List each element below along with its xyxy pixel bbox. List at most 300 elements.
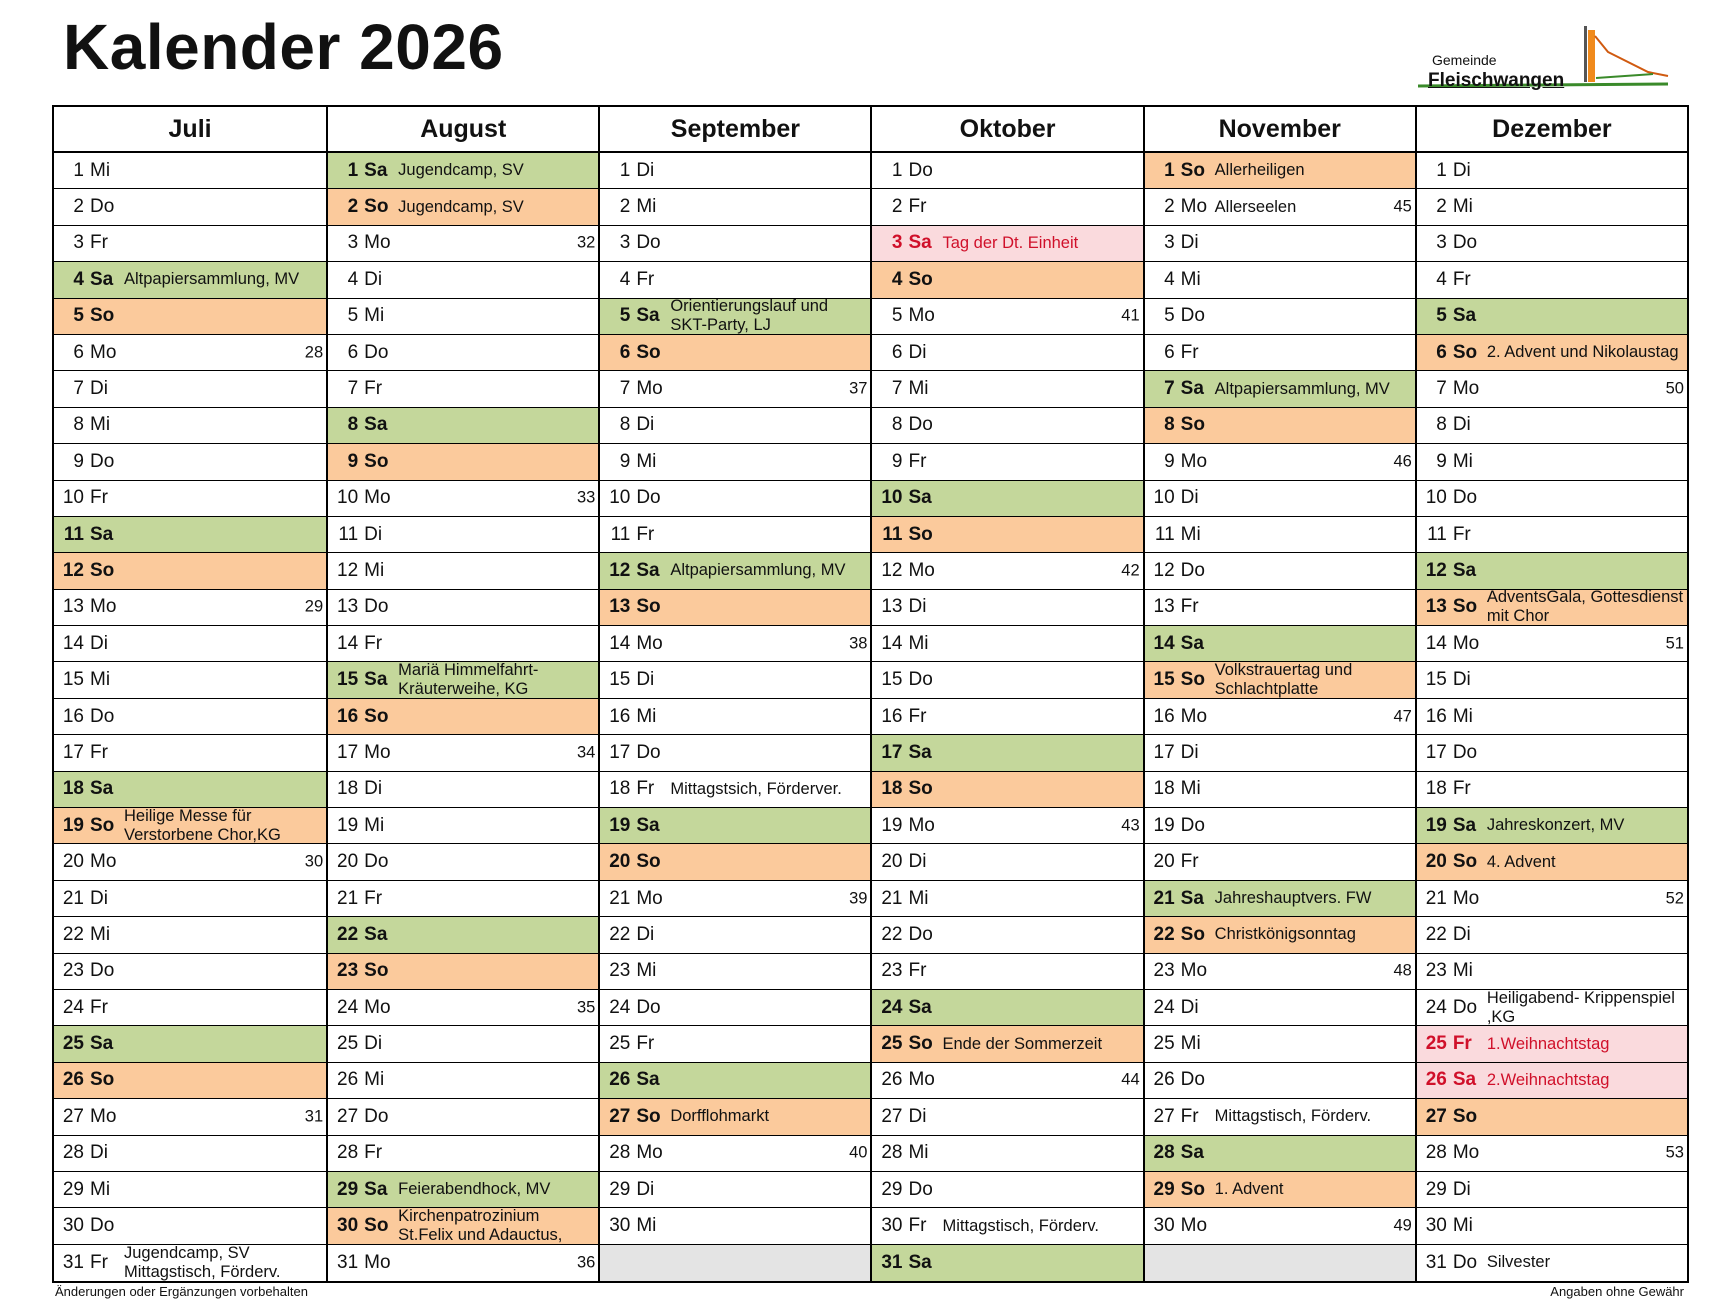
weekday: Mi — [636, 450, 657, 472]
day-row — [1145, 844, 1415, 880]
day-row — [54, 917, 326, 953]
weekday: So — [1452, 341, 1478, 363]
day-number: 22 — [337, 923, 359, 945]
day-row — [600, 408, 870, 444]
event-text: Orientierungslauf und SKT-Party, LJ — [670, 298, 829, 335]
day-number: 30 — [62, 1215, 84, 1237]
day-row — [600, 553, 870, 589]
day-row — [328, 299, 598, 335]
day-row — [1417, 1245, 1687, 1281]
weekday: Sa — [636, 814, 660, 836]
day-number: 9 — [1164, 450, 1175, 472]
day-row — [54, 808, 326, 844]
day-row — [54, 299, 326, 335]
weekday: Sa — [90, 1033, 114, 1055]
weekday: Di — [636, 923, 655, 945]
weekday: Di — [1452, 414, 1471, 436]
weekday: Mo — [364, 232, 391, 254]
day-number: 15 — [337, 669, 359, 691]
month-header: November — [1145, 107, 1415, 153]
day-row — [1417, 371, 1687, 407]
day-row — [872, 844, 1142, 880]
day-row — [1417, 444, 1687, 480]
month-column — [598, 107, 870, 1281]
event-text: Altpapiersammlung, MV — [124, 270, 300, 289]
day-number: 24 — [609, 996, 631, 1018]
weekday: Do — [636, 487, 661, 509]
day-number: 13 — [337, 596, 359, 618]
day-row — [54, 662, 326, 698]
day-row — [1145, 662, 1415, 698]
page-title: Kalender 2026 — [63, 11, 504, 83]
day-number: 10 — [62, 487, 84, 509]
day-number: 26 — [881, 1069, 903, 1091]
day-number: 27 — [881, 1105, 903, 1127]
day-row — [328, 772, 598, 808]
weekday: Mo — [90, 596, 117, 618]
day-row — [54, 408, 326, 444]
weekday: Mo — [1452, 887, 1480, 909]
day-row — [1145, 1063, 1415, 1099]
weekday: Mi — [1180, 268, 1201, 290]
day-number: 26 — [1153, 1069, 1175, 1091]
day-row — [328, 1245, 598, 1281]
day-number: 17 — [1153, 741, 1175, 763]
event-text: Jugendcamp, SV — [398, 197, 524, 216]
day-row — [1145, 153, 1415, 189]
day-number: 20 — [1425, 851, 1447, 873]
day-row — [328, 1026, 598, 1062]
day-row — [1145, 881, 1415, 917]
day-number: 3 — [73, 232, 84, 254]
weekday: Fr — [1452, 523, 1471, 545]
weekday: Mi — [908, 632, 929, 654]
weekday: Sa — [1452, 305, 1477, 327]
week-number: 29 — [304, 597, 324, 616]
day-number: 10 — [1425, 487, 1447, 509]
weekday: Mi — [364, 814, 385, 836]
day-row — [1417, 1208, 1687, 1244]
day-number: 31 — [881, 1251, 903, 1273]
day-row — [1145, 335, 1415, 371]
day-number: 23 — [1153, 960, 1175, 982]
day-number: 30 — [1425, 1215, 1447, 1237]
day-row — [872, 662, 1142, 698]
week-number: 47 — [1393, 707, 1412, 726]
weekday: Sa — [364, 669, 388, 691]
week-number: 28 — [304, 343, 324, 362]
day-number: 6 — [347, 341, 359, 363]
day-row — [600, 299, 870, 335]
day-row — [328, 262, 598, 298]
event-text: Silvester — [1486, 1253, 1551, 1272]
day-row — [600, 189, 870, 225]
day-row — [872, 1245, 1142, 1281]
weekday: So — [908, 523, 933, 545]
day-row — [1417, 590, 1687, 626]
weekday: Fr — [636, 1033, 655, 1055]
day-number: 16 — [62, 705, 84, 727]
day-number: 17 — [1425, 741, 1447, 763]
day-number: 2 — [1164, 196, 1175, 218]
weekday: Mo — [1180, 450, 1208, 472]
event-text: Jugendcamp, SV Mittagstisch, Förderv. — [124, 1244, 281, 1281]
weekday: Do — [364, 596, 389, 618]
weekday: Mi — [1180, 523, 1201, 545]
day-row — [600, 881, 870, 917]
day-row — [1145, 553, 1415, 589]
weekday: Sa — [908, 741, 932, 763]
day-number: 1 — [619, 159, 631, 181]
logo-line1: Gemeinde — [1432, 52, 1497, 68]
weekday: Mi — [364, 559, 385, 581]
weekday: Do — [364, 341, 389, 363]
day-row — [328, 844, 598, 880]
day-number: 14 — [1153, 632, 1175, 654]
weekday: Di — [636, 159, 655, 181]
weekday: Di — [908, 596, 927, 618]
day-row — [1417, 808, 1687, 844]
day-row — [1417, 735, 1687, 771]
weekday: Do — [90, 450, 115, 472]
day-row — [872, 335, 1142, 371]
day-number: 24 — [1153, 996, 1175, 1018]
event-text: Mittagstisch, Förderv. — [942, 1216, 1099, 1235]
day-row — [328, 517, 598, 553]
day-number: 16 — [337, 705, 359, 727]
day-row — [1417, 553, 1687, 589]
day-row — [600, 844, 870, 880]
day-number: 29 — [337, 1178, 359, 1200]
day-number: 27 — [1153, 1105, 1175, 1127]
day-number: 6 — [891, 341, 903, 363]
weekday: Mi — [1452, 196, 1473, 218]
month-header: Oktober — [872, 107, 1142, 153]
weekday: Mo — [90, 1105, 117, 1127]
day-row — [54, 1208, 326, 1244]
day-number: 20 — [1153, 851, 1175, 873]
weekday: So — [1452, 851, 1478, 873]
weekday: So — [364, 960, 389, 982]
day-number: 21 — [337, 887, 359, 909]
day-row — [872, 481, 1142, 517]
day-number: 22 — [1425, 923, 1447, 945]
day-row — [328, 1172, 598, 1208]
day-number: 12 — [337, 559, 359, 581]
day-row — [872, 189, 1142, 225]
day-row — [600, 444, 870, 480]
day-row — [1417, 662, 1687, 698]
weekday: Di — [1180, 487, 1199, 509]
weekday: Sa — [636, 559, 660, 581]
weekday: Do — [1180, 814, 1205, 836]
day-number: 29 — [1153, 1178, 1175, 1200]
day-number: 8 — [891, 414, 903, 436]
day-number: 9 — [347, 450, 359, 472]
day-number: 19 — [609, 814, 631, 836]
day-row — [1417, 153, 1687, 189]
weekday: Fr — [636, 778, 655, 800]
weekday: Fr — [1452, 1033, 1472, 1055]
weekday: Mo — [908, 814, 935, 836]
day-number: 5 — [619, 305, 631, 327]
day-number: 27 — [1425, 1105, 1447, 1127]
day-row — [1145, 699, 1415, 735]
weekday: So — [908, 1033, 933, 1055]
weekday: Mo — [90, 851, 117, 873]
day-number: 27 — [337, 1105, 359, 1127]
day-number: 12 — [1425, 559, 1447, 581]
week-number: 41 — [1121, 306, 1140, 325]
day-row — [1417, 481, 1687, 517]
week-number: 30 — [304, 852, 324, 871]
day-row — [54, 1172, 326, 1208]
day-number: 23 — [609, 960, 631, 982]
weekday: Di — [1180, 996, 1199, 1018]
day-row — [54, 553, 326, 589]
day-row — [54, 189, 326, 225]
weekday: Di — [90, 1142, 108, 1164]
day-row — [1417, 1063, 1687, 1099]
day-number: 30 — [337, 1215, 359, 1237]
week-number: 51 — [1665, 634, 1684, 653]
weekday: Mi — [636, 1215, 657, 1237]
weekday: Fr — [908, 450, 927, 472]
day-row — [54, 699, 326, 735]
day-row — [54, 1099, 326, 1135]
day-row — [54, 735, 326, 771]
day-row — [600, 517, 870, 553]
weekday: Mi — [1180, 778, 1201, 800]
day-number: 26 — [1425, 1069, 1447, 1091]
weekday: So — [90, 1069, 115, 1091]
day-row — [54, 1136, 326, 1172]
day-row — [600, 990, 870, 1026]
footer-note-right: Angaben ohne Gewähr — [1550, 1284, 1684, 1299]
weekday: Mi — [908, 1142, 929, 1164]
event-text: 1.Weihnachtstag — [1486, 1034, 1610, 1053]
day-row — [1417, 699, 1687, 735]
day-row — [1417, 917, 1687, 953]
day-number: 29 — [1425, 1178, 1447, 1200]
weekday: So — [1180, 414, 1205, 436]
day-row — [328, 881, 598, 917]
day-number: 29 — [62, 1178, 84, 1200]
weekday: Fr — [90, 232, 108, 254]
day-number: 18 — [1153, 778, 1175, 800]
empty-day-cell — [600, 1245, 870, 1281]
day-row — [54, 517, 326, 553]
day-number: 15 — [1153, 669, 1175, 691]
day-row — [1417, 772, 1687, 808]
weekday: So — [1452, 596, 1478, 618]
day-row — [1145, 517, 1415, 553]
weekday: Mo — [908, 1069, 935, 1091]
weekday: Sa — [908, 1251, 932, 1273]
day-row — [1145, 189, 1415, 225]
day-number: 11 — [1154, 523, 1175, 545]
day-number: 21 — [609, 887, 631, 909]
weekday: Di — [908, 1105, 927, 1127]
weekday: Do — [908, 669, 933, 691]
weekday: Sa — [364, 414, 388, 436]
week-number: 37 — [849, 379, 868, 398]
day-row — [1417, 299, 1687, 335]
weekday: Mo — [908, 305, 935, 327]
day-row — [1417, 954, 1687, 990]
day-row — [872, 699, 1142, 735]
day-row — [328, 1099, 598, 1135]
day-number: 1 — [891, 159, 903, 181]
week-number: 34 — [576, 743, 596, 762]
weekday: Mo — [364, 487, 391, 509]
week-number: 38 — [849, 634, 868, 653]
day-row — [872, 299, 1142, 335]
day-row — [1417, 1136, 1687, 1172]
day-number: 5 — [347, 305, 359, 327]
day-number: 26 — [62, 1069, 84, 1091]
day-number: 14 — [1425, 632, 1447, 654]
event-text: 4. Advent — [1486, 852, 1556, 871]
event-text: Mittagstisch, Förderv. — [1214, 1107, 1372, 1126]
weekday: Sa — [908, 487, 932, 509]
day-number: 20 — [62, 851, 84, 873]
weekday: Mo — [364, 741, 391, 763]
day-row — [1417, 226, 1687, 262]
day-number: 3 — [1164, 232, 1175, 254]
weekday: Mo — [636, 378, 663, 400]
day-row — [600, 1172, 870, 1208]
day-row — [54, 444, 326, 480]
day-row — [600, 1063, 870, 1099]
day-number: 25 — [609, 1033, 631, 1055]
day-number: 12 — [881, 559, 903, 581]
day-number: 5 — [73, 305, 84, 327]
day-number: 3 — [1436, 232, 1447, 254]
weekday: Fr — [908, 705, 927, 727]
weekday: Fr — [1452, 268, 1471, 290]
weekday: Di — [364, 268, 383, 290]
weekday: Fr — [636, 268, 655, 290]
day-number: 1 — [1436, 159, 1447, 181]
weekday: Do — [636, 232, 661, 254]
weekday: So — [636, 1105, 661, 1127]
day-row — [872, 408, 1142, 444]
day-row — [54, 1245, 326, 1281]
day-number: 26 — [337, 1069, 359, 1091]
day-row — [328, 553, 598, 589]
day-number: 15 — [62, 669, 84, 691]
day-row — [54, 954, 326, 990]
day-number: 28 — [62, 1142, 84, 1164]
weekday: Mi — [90, 1178, 111, 1200]
day-row — [328, 590, 598, 626]
day-row — [600, 735, 870, 771]
weekday: Mo — [364, 1251, 391, 1273]
event-text: 2. Advent und Nikolaustag — [1486, 343, 1679, 362]
weekday: Do — [636, 996, 661, 1018]
weekday: So — [1180, 159, 1205, 181]
day-number: 19 — [62, 814, 84, 836]
day-row — [54, 335, 326, 371]
day-row — [1145, 262, 1415, 298]
weekday: Di — [1452, 669, 1471, 691]
day-number: 8 — [1164, 414, 1175, 436]
day-row — [54, 590, 326, 626]
day-number: 8 — [73, 414, 84, 436]
day-row — [872, 1172, 1142, 1208]
day-number: 31 — [62, 1251, 84, 1273]
day-row — [54, 626, 326, 662]
weekday: Di — [1452, 1178, 1471, 1200]
weekday: Do — [908, 923, 933, 945]
weekday: Di — [636, 414, 655, 436]
weekday: Do — [1452, 1251, 1478, 1273]
weekday: Di — [364, 1033, 383, 1055]
event-text: Kirchenpatrozinium St.Felix und Adauctus, — [398, 1208, 563, 1245]
weekday: Sa — [1180, 378, 1204, 400]
day-number: 31 — [1425, 1251, 1447, 1273]
day-row — [600, 808, 870, 844]
day-number: 4 — [73, 268, 84, 290]
weekday: Sa — [908, 232, 932, 254]
weekday: Sa — [1180, 887, 1204, 909]
day-row — [1417, 517, 1687, 553]
day-row — [872, 881, 1142, 917]
day-row — [54, 371, 326, 407]
week-number: 45 — [1393, 197, 1412, 216]
day-row — [54, 226, 326, 262]
day-row — [872, 626, 1142, 662]
weekday: Sa — [1452, 559, 1477, 581]
day-number: 6 — [619, 341, 631, 363]
day-row — [600, 226, 870, 262]
event-text: Christkönigsonntag — [1214, 925, 1356, 944]
day-row — [1145, 481, 1415, 517]
week-number: 36 — [576, 1253, 596, 1272]
day-number: 12 — [62, 559, 84, 581]
day-number: 14 — [62, 632, 84, 654]
day-number: 24 — [881, 996, 903, 1018]
week-number: 52 — [1665, 889, 1684, 907]
weekday: Mi — [90, 669, 111, 691]
day-row — [872, 1208, 1142, 1244]
day-number: 15 — [1425, 669, 1447, 691]
day-row — [872, 153, 1142, 189]
day-row — [872, 772, 1142, 808]
day-row — [54, 262, 326, 298]
weekday: So — [636, 596, 661, 618]
event-text: 2.Weihnachtstag — [1486, 1070, 1610, 1089]
weekday: Mi — [90, 159, 111, 181]
day-number: 11 — [882, 523, 903, 545]
day-row — [600, 954, 870, 990]
weekday: Fr — [1180, 851, 1199, 873]
day-number: 8 — [619, 414, 631, 436]
day-number: 22 — [609, 923, 631, 945]
day-row — [600, 1136, 870, 1172]
weekday: Mi — [1452, 450, 1473, 472]
weekday: Di — [1180, 232, 1199, 254]
day-number: 8 — [347, 414, 359, 436]
day-row — [1417, 990, 1687, 1026]
weekday: Do — [908, 1178, 933, 1200]
day-row — [1145, 1208, 1415, 1244]
day-number: 23 — [337, 960, 359, 982]
day-number: 9 — [73, 450, 84, 472]
day-number: 12 — [609, 559, 631, 581]
day-row — [1145, 371, 1415, 407]
